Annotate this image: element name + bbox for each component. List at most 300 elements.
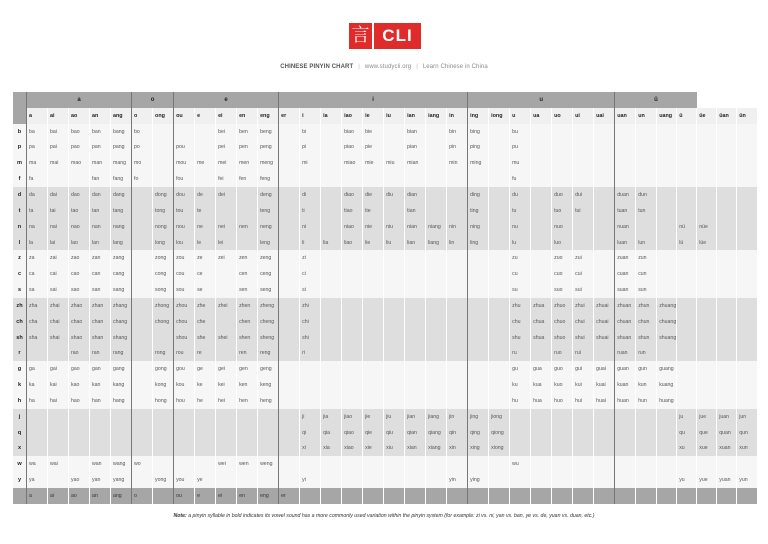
empty-cell xyxy=(552,425,573,441)
empty-cell xyxy=(717,361,737,377)
syllable-cell: feng xyxy=(258,171,279,187)
syllable-cell: pou xyxy=(174,140,195,156)
empty-cell xyxy=(489,393,510,409)
empty-cell xyxy=(447,298,468,314)
syllable-cell: zhuan xyxy=(615,298,636,314)
syllable-cell: nie xyxy=(363,219,384,235)
syllable-cell: pin xyxy=(447,140,468,156)
empty-cell xyxy=(468,361,489,377)
syllable-cell: kou xyxy=(174,377,195,393)
syllable-cell: dui xyxy=(573,187,594,203)
syllable-cell: gua xyxy=(531,361,552,377)
syllable-cell: shei xyxy=(216,330,237,346)
empty-cell xyxy=(216,282,237,298)
cli-logo[interactable] xyxy=(349,23,421,49)
empty-cell xyxy=(737,203,757,219)
empty-cell xyxy=(153,140,174,156)
empty-cell xyxy=(153,409,174,425)
empty-cell xyxy=(195,409,216,425)
syllable-cell: bai xyxy=(48,124,69,140)
empty-cell xyxy=(279,393,300,409)
final-header: ang xyxy=(111,108,132,124)
syllable-cell: leng xyxy=(258,235,279,251)
empty-cell xyxy=(132,361,153,377)
empty-cell xyxy=(594,425,615,441)
empty-cell xyxy=(405,456,426,472)
syllable-cell: sui xyxy=(573,282,594,298)
empty-cell xyxy=(552,441,573,457)
syllable-cell: kuang xyxy=(657,377,677,393)
empty-cell xyxy=(615,441,636,457)
syllable-cell: gui xyxy=(573,361,594,377)
empty-cell xyxy=(279,155,300,171)
syllable-cell: reng xyxy=(258,346,279,362)
empty-cell xyxy=(531,124,552,140)
empty-cell xyxy=(237,187,258,203)
empty-cell xyxy=(279,266,300,282)
empty-cell xyxy=(342,282,363,298)
empty-cell xyxy=(531,409,552,425)
empty-cell xyxy=(321,187,342,203)
syllable-cell: man xyxy=(90,155,111,171)
empty-cell xyxy=(363,266,384,282)
syllable-cell: jie xyxy=(363,409,384,425)
final-header: iu xyxy=(384,108,405,124)
syllable-cell: qun xyxy=(737,425,757,441)
empty-cell xyxy=(216,266,237,282)
syllable-cell: tian xyxy=(405,203,426,219)
empty-cell xyxy=(384,377,405,393)
empty-cell xyxy=(384,140,405,156)
standalone-syllable: ao xyxy=(69,488,90,504)
empty-cell xyxy=(717,314,737,330)
initial-row xyxy=(13,361,757,377)
empty-cell xyxy=(489,488,510,504)
standalone-syllable: ou xyxy=(174,488,195,504)
vowel-group-4: u xyxy=(468,92,615,108)
syllable-cell: zuo xyxy=(552,250,573,266)
empty-cell xyxy=(342,377,363,393)
final-header: ou xyxy=(174,108,195,124)
syllable-cell: jiu xyxy=(384,409,405,425)
syllable-cell: tai xyxy=(48,203,69,219)
empty-cell xyxy=(426,250,447,266)
syllable-cell: shuang xyxy=(657,330,677,346)
empty-cell xyxy=(717,266,737,282)
final-header: ü xyxy=(677,108,697,124)
syllable-cell: mu xyxy=(510,155,531,171)
initial-label: q xyxy=(13,425,27,441)
empty-cell xyxy=(531,456,552,472)
syllable-cell: ku xyxy=(510,377,531,393)
syllable-cell: gun xyxy=(636,361,657,377)
syllable-cell: chuan xyxy=(615,314,636,330)
empty-cell xyxy=(279,377,300,393)
empty-cell xyxy=(216,203,237,219)
empty-cell xyxy=(132,266,153,282)
initial-row xyxy=(13,203,757,219)
empty-cell xyxy=(573,441,594,457)
syllable-cell: huai xyxy=(594,393,615,409)
syllable-cell: tuan xyxy=(615,203,636,219)
initial-row xyxy=(13,425,757,441)
syllable-cell: meng xyxy=(258,155,279,171)
syllable-cell: chui xyxy=(573,314,594,330)
syllable-cell: ce xyxy=(195,266,216,282)
empty-cell xyxy=(636,219,657,235)
syllable-cell: lu xyxy=(510,235,531,251)
empty-cell xyxy=(321,124,342,140)
empty-cell xyxy=(363,282,384,298)
syllable-cell: shuai xyxy=(594,330,615,346)
syllable-cell: wei xyxy=(216,456,237,472)
final-header: uang xyxy=(657,108,677,124)
initial-label: j xyxy=(13,409,27,425)
syllable-cell: tong xyxy=(153,203,174,219)
syllable-cell: qiong xyxy=(489,425,510,441)
initial-row xyxy=(13,250,757,266)
initial-row xyxy=(13,456,757,472)
empty-cell xyxy=(531,472,552,488)
syllable-cell: bei xyxy=(216,124,237,140)
empty-cell xyxy=(489,472,510,488)
empty-cell xyxy=(615,124,636,140)
empty-cell xyxy=(153,441,174,457)
empty-cell xyxy=(468,456,489,472)
syllable-cell: che xyxy=(195,314,216,330)
empty-cell xyxy=(573,409,594,425)
syllable-cell: tou xyxy=(174,203,195,219)
empty-cell xyxy=(531,235,552,251)
note-text: a pinyin syllable in bold indicates its vowel sound has a more commonly used variation within the pinyin system (for example: zi vs. ni, yan vs. ban, ye vs. de, yuan vs. duan, etc.) xyxy=(188,513,595,519)
empty-cell xyxy=(132,203,153,219)
empty-cell xyxy=(636,456,657,472)
empty-cell xyxy=(426,203,447,219)
empty-cell xyxy=(573,472,594,488)
empty-cell xyxy=(48,409,69,425)
syllable-cell: qiu xyxy=(384,425,405,441)
empty-cell xyxy=(489,187,510,203)
syllable-cell: ya xyxy=(27,472,48,488)
syllable-cell: qu xyxy=(677,425,697,441)
empty-cell xyxy=(384,393,405,409)
empty-cell xyxy=(111,409,132,425)
empty-cell xyxy=(573,235,594,251)
initial-row xyxy=(13,472,757,488)
empty-cell xyxy=(426,171,447,187)
syllable-cell: zuan xyxy=(615,250,636,266)
empty-cell xyxy=(342,393,363,409)
empty-cell xyxy=(489,361,510,377)
syllable-cell: ren xyxy=(237,346,258,362)
syllable-cell: ming xyxy=(468,155,489,171)
syllable-cell: ruan xyxy=(615,346,636,362)
empty-cell xyxy=(405,250,426,266)
final-header: ing xyxy=(468,108,489,124)
syllable-cell: lüe xyxy=(697,235,717,251)
syllable-cell: shuo xyxy=(552,330,573,346)
empty-cell xyxy=(510,441,531,457)
syllable-cell: kun xyxy=(636,377,657,393)
initial-label: t xyxy=(13,203,27,219)
syllable-cell: chang xyxy=(111,314,132,330)
syllable-cell: pao xyxy=(69,140,90,156)
empty-cell xyxy=(258,441,279,457)
initial-label: x xyxy=(13,441,27,457)
empty-cell xyxy=(384,456,405,472)
empty-cell xyxy=(594,235,615,251)
syllable-cell: men xyxy=(237,155,258,171)
empty-cell xyxy=(132,187,153,203)
syllable-cell: die xyxy=(363,187,384,203)
syllable-cell: qie xyxy=(363,425,384,441)
empty-cell xyxy=(573,124,594,140)
syllable-cell: mi xyxy=(300,155,321,171)
empty-cell xyxy=(697,393,717,409)
final-header: ia xyxy=(321,108,342,124)
empty-cell xyxy=(737,140,757,156)
empty-cell xyxy=(697,298,717,314)
initial-row xyxy=(13,393,757,409)
syllable-cell: nü xyxy=(677,219,697,235)
syllable-cell: shan xyxy=(90,330,111,346)
syllable-cell: shai xyxy=(48,330,69,346)
syllable-cell: cuo xyxy=(552,266,573,282)
syllable-cell: gou xyxy=(174,361,195,377)
empty-cell xyxy=(737,187,757,203)
empty-cell xyxy=(677,155,697,171)
empty-cell xyxy=(657,219,677,235)
syllable-cell: ruo xyxy=(552,346,573,362)
empty-cell xyxy=(48,171,69,187)
syllable-cell: chuang xyxy=(657,314,677,330)
empty-cell xyxy=(363,488,384,504)
syllable-cell: cui xyxy=(573,266,594,282)
syllable-cell: ping xyxy=(468,140,489,156)
final-header: i xyxy=(300,108,321,124)
empty-cell xyxy=(677,140,697,156)
empty-cell xyxy=(300,377,321,393)
empty-cell xyxy=(405,330,426,346)
initial-row xyxy=(13,140,757,156)
empty-cell xyxy=(489,456,510,472)
empty-cell xyxy=(510,472,531,488)
empty-cell xyxy=(737,456,757,472)
syllable-cell: sun xyxy=(636,282,657,298)
empty-cell xyxy=(531,250,552,266)
syllable-cell: ken xyxy=(237,377,258,393)
empty-cell xyxy=(132,235,153,251)
empty-cell xyxy=(426,187,447,203)
syllable-cell: juan xyxy=(717,409,737,425)
initial-label: g xyxy=(13,361,27,377)
empty-cell xyxy=(677,330,697,346)
standalone-syllable: an xyxy=(90,488,111,504)
empty-cell xyxy=(195,425,216,441)
empty-cell xyxy=(90,409,111,425)
syllable-cell: xiao xyxy=(342,441,363,457)
empty-cell xyxy=(489,330,510,346)
syllable-cell: teng xyxy=(258,203,279,219)
final-header: üe xyxy=(697,108,717,124)
syllable-cell: mao xyxy=(69,155,90,171)
empty-cell xyxy=(447,456,468,472)
syllable-cell: shuan xyxy=(615,330,636,346)
empty-cell xyxy=(174,425,195,441)
syllable-cell: lun xyxy=(636,235,657,251)
empty-cell xyxy=(447,266,468,282)
syllable-cell: bie xyxy=(363,124,384,140)
empty-cell xyxy=(636,409,657,425)
empty-cell xyxy=(697,330,717,346)
empty-cell xyxy=(657,155,677,171)
final-header: ian xyxy=(405,108,426,124)
syllable-cell: cha xyxy=(27,314,48,330)
empty-cell xyxy=(342,171,363,187)
empty-cell xyxy=(279,140,300,156)
syllable-cell: lei xyxy=(216,235,237,251)
syllable-cell: ze xyxy=(195,250,216,266)
empty-cell xyxy=(615,171,636,187)
empty-cell xyxy=(384,472,405,488)
empty-cell xyxy=(697,314,717,330)
syllable-cell: yi xyxy=(300,472,321,488)
syllable-cell: hou xyxy=(174,393,195,409)
empty-cell xyxy=(697,282,717,298)
syllable-cell: xian xyxy=(405,441,426,457)
syllable-cell: zhou xyxy=(174,298,195,314)
syllable-cell: kao xyxy=(69,377,90,393)
syllable-cell: se xyxy=(195,282,216,298)
empty-cell xyxy=(489,140,510,156)
empty-cell xyxy=(258,425,279,441)
syllable-cell: nang xyxy=(111,219,132,235)
empty-cell xyxy=(279,298,300,314)
syllable-cell: tao xyxy=(69,203,90,219)
empty-cell xyxy=(552,472,573,488)
empty-cell xyxy=(342,330,363,346)
syllable-cell: pang xyxy=(111,140,132,156)
syllable-cell: lin xyxy=(447,235,468,251)
syllable-cell: gai xyxy=(48,361,69,377)
empty-cell xyxy=(69,441,90,457)
empty-cell xyxy=(279,235,300,251)
syllable-cell: ri xyxy=(300,346,321,362)
initial-label: k xyxy=(13,377,27,393)
syllable-cell: nou xyxy=(174,219,195,235)
empty-cell xyxy=(405,314,426,330)
empty-cell xyxy=(657,409,677,425)
empty-cell xyxy=(195,124,216,140)
syllable-cell: qing xyxy=(468,425,489,441)
syllable-cell: kai xyxy=(48,377,69,393)
website-link[interactable]: www.studycli.org xyxy=(364,64,412,70)
syllable-cell: he xyxy=(195,393,216,409)
empty-cell xyxy=(447,488,468,504)
standalone-finals-row xyxy=(13,488,757,504)
syllable-cell: nuan xyxy=(615,219,636,235)
syllable-cell: sao xyxy=(69,282,90,298)
initial-row xyxy=(13,266,757,282)
syllable-cell: nüe xyxy=(697,219,717,235)
empty-cell xyxy=(237,409,258,425)
empty-cell xyxy=(531,203,552,219)
syllable-cell: lai xyxy=(48,235,69,251)
initial-label: p xyxy=(13,140,27,156)
syllable-cell: guai xyxy=(594,361,615,377)
syllable-cell: tu xyxy=(510,203,531,219)
syllable-cell: nu xyxy=(510,219,531,235)
syllable-cell: la xyxy=(27,235,48,251)
syllable-cell: que xyxy=(697,425,717,441)
syllable-cell: liao xyxy=(342,235,363,251)
empty-cell xyxy=(426,282,447,298)
empty-cell xyxy=(737,250,757,266)
empty-cell xyxy=(468,377,489,393)
empty-cell xyxy=(615,155,636,171)
standalone-syllable: a xyxy=(27,488,48,504)
syllable-cell: zhu xyxy=(510,298,531,314)
syllable-cell: zhang xyxy=(111,298,132,314)
empty-cell xyxy=(153,456,174,472)
syllable-cell: cun xyxy=(636,266,657,282)
empty-cell xyxy=(321,330,342,346)
empty-cell xyxy=(174,456,195,472)
syllable-cell: niang xyxy=(426,219,447,235)
syllable-cell: cong xyxy=(153,266,174,282)
syllable-cell: zun xyxy=(636,250,657,266)
empty-cell xyxy=(615,456,636,472)
empty-cell xyxy=(384,361,405,377)
empty-cell xyxy=(426,330,447,346)
empty-cell xyxy=(321,361,342,377)
empty-cell xyxy=(737,171,757,187)
empty-cell xyxy=(363,361,384,377)
syllable-cell: kuo xyxy=(552,377,573,393)
empty-cell xyxy=(531,282,552,298)
empty-cell xyxy=(552,171,573,187)
syllable-cell: gu xyxy=(510,361,531,377)
syllable-cell: zhi xyxy=(300,298,321,314)
empty-cell xyxy=(447,282,468,298)
empty-cell xyxy=(90,425,111,441)
chart-title: CHINESE PINYIN CHART xyxy=(280,64,354,70)
syllable-cell: zhong xyxy=(153,298,174,314)
empty-cell xyxy=(717,219,737,235)
empty-cell xyxy=(717,282,737,298)
vowel-group-2: e xyxy=(174,92,279,108)
syllable-cell: ru xyxy=(510,346,531,362)
vowel-group-5: ü xyxy=(615,92,697,108)
empty-cell xyxy=(132,250,153,266)
syllable-cell: tan xyxy=(90,203,111,219)
syllable-cell: dun xyxy=(636,187,657,203)
syllable-cell: zhen xyxy=(237,298,258,314)
syllable-cell: ka xyxy=(27,377,48,393)
empty-cell xyxy=(363,330,384,346)
syllable-cell: te xyxy=(195,203,216,219)
empty-cell xyxy=(594,250,615,266)
syllable-cell: ci xyxy=(300,266,321,282)
empty-cell xyxy=(279,330,300,346)
syllable-cell: jiang xyxy=(426,409,447,425)
final-header: iong xyxy=(489,108,510,124)
empty-cell xyxy=(468,346,489,362)
empty-cell xyxy=(531,171,552,187)
syllable-cell: da xyxy=(27,187,48,203)
syllable-cell: qiao xyxy=(342,425,363,441)
syllable-cell: de xyxy=(195,187,216,203)
